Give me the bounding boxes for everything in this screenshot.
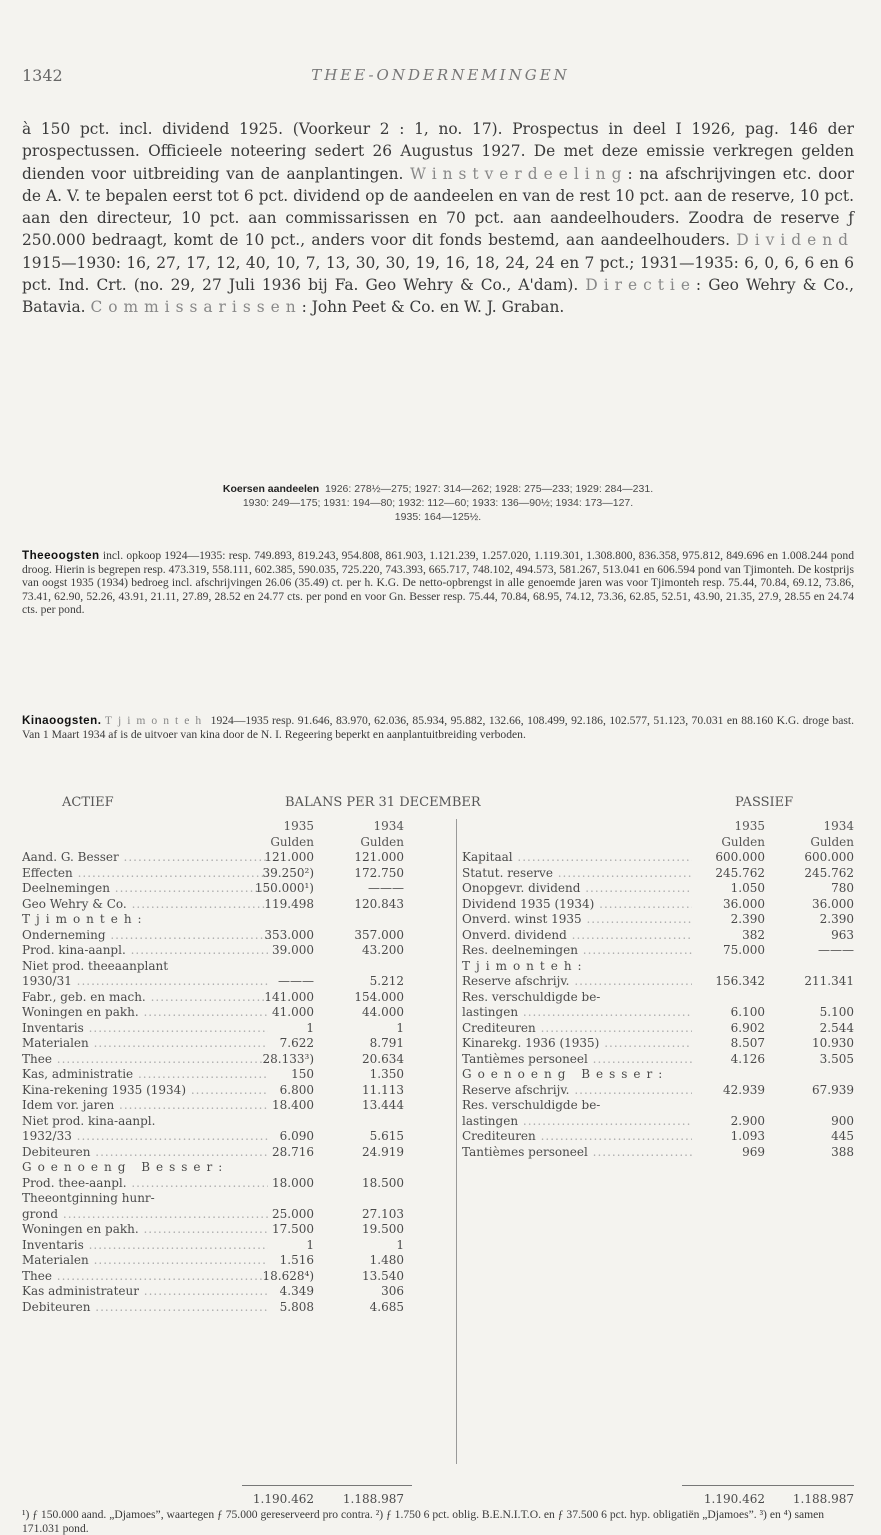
balance-titles — [22, 795, 854, 811]
value-1934: 2.390 — [819, 912, 854, 926]
actief-row — [22, 1098, 422, 1114]
row-label: Res. verschuldigde be- — [462, 1098, 601, 1112]
row-label: Kina-rekening 1935 (1934) ..... — [22, 1083, 268, 1099]
value-1934: 24.919 — [362, 1144, 404, 1159]
value-1934: 44.000 — [362, 1005, 404, 1019]
passief-row — [462, 912, 854, 928]
row-label: Res. verschuldigde be- — [462, 989, 601, 1004]
value-1934: 43.200 — [362, 943, 404, 957]
value-1935: 1.050 — [730, 881, 765, 895]
passief-title: PASSIEF — [735, 795, 794, 810]
value-1935: 121.000 — [264, 850, 314, 864]
kinaoogsten-estate: Tjimonteh — [104, 714, 208, 727]
actief-row — [22, 1300, 422, 1316]
value-1935: 150.000¹) — [254, 881, 314, 895]
actief-year-header — [22, 819, 422, 835]
value-1935: 6.800 — [279, 1082, 314, 1097]
passief-row — [462, 1098, 854, 1114]
actief-row — [22, 928, 422, 944]
value-1935: 41.000 — [272, 1005, 314, 1019]
passief-row — [462, 866, 854, 882]
value-1935: 1.516 — [279, 1253, 314, 1267]
value-1934: 780 — [831, 881, 854, 895]
value-1935: 4.349 — [279, 1284, 314, 1298]
value-1934: 245.762 — [804, 865, 854, 880]
value-1935: 245.762 — [715, 865, 765, 880]
passief-year-header — [462, 819, 854, 835]
value-1935: 8.507 — [730, 1036, 765, 1050]
row-label: Fabr., geb. en mach. ..... — [22, 990, 268, 1006]
value-1934: 211.341 — [804, 974, 854, 988]
kinaoogsten-label: Kinaoogsten. — [22, 714, 102, 727]
actief-row — [22, 866, 422, 882]
row-label: lastingen ..... — [462, 1005, 692, 1021]
value-1935: 353.000 — [264, 927, 314, 942]
passief-total-rule — [682, 1485, 854, 1486]
theeoogsten-text: incl. opkoop 1924—1935: resp. 749.893, 819.243, 954.808, 861.903, 1.121.239, 1.257.020, 1.119.301, 1.308.800, 836.358, 975.812, 849.696 en 1.008.244 pond droog. Hierin is begrepen resp. 473.319, 558.111, 602.385, 590.035, 725.220, 743.393, 665.717, 748.102, 494.573, 581.267, 513.041 en 606.594 pond van Tjimonteh. De kostprijs van oogst 1935 (1934) bedroeg incl. afschrijvingen 26.06 (35.49) ct. per h. K.G. De netto-opbrengst in alle genoemde jaren was voor Tjimonteh resp. 75.44, 70.84, 69.12, 73.86, 73.41, 62.90, 52.26, 43.91, 21.11, 27.89, 28.52 en 24.77 cts. per pond en voor Gn. Besser resp. 75.44, 70.84, 68.95, 74.12, 73.36, 62.85, 52.51, 43.90, 21.35, 27.9, 28.55 en 24.74 cts. per pond. — [22, 549, 854, 617]
value-1934: 13.540 — [362, 1268, 404, 1283]
value-1934: 172.750 — [354, 865, 404, 880]
actief-row — [22, 1176, 422, 1192]
actief-row — [22, 1222, 422, 1238]
passief-unit-header — [462, 835, 854, 851]
value-1934: 1 — [396, 1020, 404, 1035]
value-1934: 67.939 — [812, 1082, 854, 1097]
value-1935: 42.939 — [723, 1082, 765, 1097]
intro-spaced-term: Commissarissen — [90, 298, 302, 317]
value-1934: 11.113 — [362, 1082, 404, 1097]
passief-row — [462, 881, 854, 897]
actief-row — [22, 850, 422, 866]
row-label: Theeontginning hunr- — [22, 1191, 155, 1205]
intro-text: 1915—1930: 16, 27, 17, 12, 40, 10, 7, 13, 30, 30, 19, 16, 18, 24, 24 en 7 pct.; 1931—1935: 6, 0, 6, 6 en 6 pct. Ind. Crt. (no. 29, 27 Juli 1936 bij Fa. Geo Wehry & Co., A'dam). — [22, 253, 854, 295]
page-header — [22, 66, 859, 90]
row-label: Kas administrateur ..... — [22, 1284, 268, 1300]
actief-row — [22, 1052, 422, 1068]
year-label: 1935 — [283, 819, 314, 833]
koersen-line-3: 1935: 164—125½. — [394, 511, 482, 523]
value-1935: 1 — [306, 1237, 314, 1252]
value-1935: 28.716 — [272, 1144, 314, 1159]
value-1934: 600.000 — [804, 850, 854, 864]
row-label: Crediteuren ..... — [462, 1129, 692, 1145]
koersen-block — [22, 482, 854, 524]
row-label: Prod. thee-aanpl. ..... — [22, 1176, 268, 1192]
row-label: Crediteuren ..... — [462, 1021, 692, 1037]
row-label: Niet prod. kina-aanpl. — [22, 1113, 156, 1128]
row-label: Onverd. winst 1935 ..... — [462, 912, 692, 928]
value-1934: 3.505 — [819, 1051, 854, 1066]
value-1935: 28.133³) — [262, 1051, 314, 1066]
value-1935: 18.628⁴) — [262, 1268, 314, 1283]
intro-spaced-term: Directie — [585, 276, 696, 295]
value-1935: 119.498 — [264, 896, 314, 911]
value-1935: 5.808 — [279, 1299, 314, 1314]
actief-row — [22, 1114, 422, 1130]
row-label: Idem vor. jaren ..... — [22, 1098, 268, 1114]
value-1935: ——— — [278, 974, 314, 988]
row-label: 1932/33 ..... — [22, 1129, 268, 1145]
value-1934: 13.444 — [362, 1098, 404, 1112]
value-1934: 36.000 — [812, 896, 854, 911]
actief-title: ACTIEF — [62, 795, 114, 810]
value-1934: 357.000 — [354, 927, 404, 942]
row-label: Materialen ..... — [22, 1036, 268, 1052]
actief-row — [22, 1238, 422, 1254]
actief-row — [22, 897, 422, 913]
value-1935: 36.000 — [723, 896, 765, 911]
value-1934: 5.100 — [819, 1005, 854, 1019]
value-1935: 1.093 — [730, 1129, 765, 1143]
passief-row — [462, 1067, 854, 1083]
actief-row — [22, 1083, 422, 1099]
value-1934: 10.930 — [812, 1036, 854, 1050]
actief-row — [22, 1269, 422, 1285]
year-label: 1934 — [823, 819, 854, 833]
value-1934: 5.615 — [369, 1129, 404, 1143]
value-1935: 17.500 — [272, 1222, 314, 1236]
row-label: Onverd. dividend ..... — [462, 928, 692, 944]
actief-row — [22, 1160, 422, 1176]
value-1935: 2.390 — [730, 912, 765, 926]
row-label: Deelnemingen ..... — [22, 881, 268, 897]
row-label: Inventaris ..... — [22, 1021, 268, 1037]
passief-row — [462, 974, 854, 990]
row-label: Kapitaal ..... — [462, 850, 692, 866]
row-label: Kas, administratie ..... — [22, 1067, 268, 1083]
actief-row — [22, 1067, 422, 1083]
passief-row — [462, 1114, 854, 1130]
row-label: Statut. reserve ..... — [462, 866, 692, 882]
value-1935: 18.000 — [272, 1175, 314, 1190]
value-1934: ——— — [818, 943, 854, 957]
running-title: THEE-ONDERNEMINGEN — [311, 66, 570, 84]
balance-sheet — [22, 795, 854, 1506]
intro-spaced-term: Dividend — [736, 231, 854, 250]
row-label: Reserve afschrijv. ..... — [462, 1083, 692, 1099]
row-label: Kinarekg. 1936 (1935) ..... — [462, 1036, 692, 1052]
passief-row — [462, 990, 854, 1006]
row-label: Res. deelnemingen ..... — [462, 943, 692, 959]
actief-row — [22, 1145, 422, 1161]
value-1934: 2.544 — [819, 1020, 854, 1035]
intro-spaced-term: Winstverdeeling — [410, 164, 628, 183]
actief-row — [22, 1284, 422, 1300]
value-1935: 6.100 — [730, 1005, 765, 1019]
actief-row — [22, 1005, 422, 1021]
kinaoogsten-text: 1924—1935 resp. 91.646, 83.970, 62.036, 85.934, 95.882, 132.66, 108.499, 92.186, 102.577, 51.123, 70.031 en 88.160 K.G. droge bast. Van 1 Maart 1934 af is de uitvoer van kina door de N. I. Regeering beperkt en aanplantuitbreiding verboden. — [22, 714, 854, 741]
koersen-label: Koersen aandeelen — [222, 483, 320, 495]
passief-row — [462, 1052, 854, 1068]
value-1935: 18.400 — [272, 1098, 314, 1112]
row-label: Tjimonteh: — [22, 912, 148, 926]
value-1934: 1.350 — [369, 1067, 404, 1081]
value-1935: 2.900 — [730, 1113, 765, 1128]
row-label: Debiteuren ..... — [22, 1300, 268, 1316]
value-1935: 39.000 — [272, 943, 314, 957]
row-label: Geo Wehry & Co. ..... — [22, 897, 268, 913]
passief-total-1935: 1.190.462 — [703, 1492, 765, 1506]
row-label: Materialen ..... — [22, 1253, 268, 1269]
page-number: 1342 — [22, 66, 63, 85]
value-1934: 4.685 — [369, 1299, 404, 1314]
actief-row — [22, 1129, 422, 1145]
value-1934: 8.791 — [369, 1036, 404, 1050]
actief-row — [22, 1021, 422, 1037]
row-label: Dividend 1935 (1934) ..... — [462, 897, 692, 913]
year-label: 1934 — [373, 819, 404, 833]
row-label: Aand. G. Besser ..... — [22, 850, 268, 866]
actief-unit-header — [22, 835, 422, 851]
passief-row — [462, 943, 854, 959]
value-1935: 75.000 — [723, 943, 765, 957]
value-1934: 1 — [396, 1237, 404, 1252]
row-label: Goenoeng Besser: — [462, 1067, 669, 1081]
value-1935: 4.126 — [730, 1051, 765, 1066]
row-label: lastingen ..... — [462, 1114, 692, 1130]
passief-row — [462, 850, 854, 866]
intro-text: : na afschrijvingen etc. door de A. V. te bepalen eerst tot 6 pct. dividend op de aandeelen en van de rest 10 pct. aan de reserve, 10 pct. aan den directeur, 10 pct. aan commissarissen en 70 pct. aan aandeelhouders. Zoodra de reserve ƒ 250.000 bedraagt, komt de 10 pct., anders voor dit fonds bestemd, aan aandeelhouders. — [22, 164, 854, 250]
intro-text: à 150 pct. incl. dividend 1925. (Voorkeur 2 : 1, no. 17). Prospectus in deel I 1926, pag. 146 der prospectussen. Officieele noteering sedert 26 Augustus 1927. De met deze emissie verkregen gelden dienden voor uitbreiding van de aanplantingen. — [22, 120, 854, 183]
actief-row — [22, 943, 422, 959]
passief-row — [462, 1005, 854, 1021]
passief-total-1934: 1.188.987 — [792, 1492, 854, 1506]
footnote: ¹) ƒ 150.000 aand. „Djamoes”, waartegen ƒ 75.000 gereserveerd pro contra. ²) ƒ 1.750 6 pct. oblig. B.E.N.I.T.O. en ƒ 37.500 6 pct. hyp. obligatiën „Djamoes”. ³) en ⁴) samen 171.031 pond. — [22, 1508, 825, 1535]
value-1935: 1 — [306, 1020, 314, 1035]
actief-row — [22, 1253, 422, 1269]
row-label: 1930/31 ..... — [22, 974, 268, 990]
row-label: Thee ..... — [22, 1269, 268, 1285]
row-label: Reserve afschrijv. ..... — [462, 974, 692, 990]
row-label: Inventaris ..... — [22, 1238, 268, 1254]
passief-row — [462, 1145, 854, 1161]
koersen-line-2: 1930: 249—175; 1931: 194—80; 1932: 112—60; 1933: 136—90½; 1934: 173—127. — [242, 497, 634, 509]
unit-label: Gulden — [270, 834, 314, 849]
actief-column — [22, 819, 422, 1315]
value-1934: 445 — [831, 1129, 854, 1143]
row-label: Tantièmes personeel ..... — [462, 1052, 692, 1068]
actief-total-rule — [242, 1485, 412, 1486]
value-1935: 969 — [742, 1144, 765, 1159]
actief-total-1934: 1.188.987 — [342, 1492, 404, 1506]
value-1934: 121.000 — [354, 850, 404, 864]
passief-column — [462, 819, 854, 1160]
passief-row — [462, 897, 854, 913]
kinaoogsten-paragraph — [22, 714, 854, 741]
value-1935: 600.000 — [715, 850, 765, 864]
value-1934: 900 — [831, 1113, 854, 1128]
row-label: Tjimonteh: — [462, 958, 588, 973]
actief-row — [22, 1036, 422, 1052]
row-label: Effecten ..... — [22, 866, 268, 882]
value-1935: 7.622 — [279, 1036, 314, 1050]
value-1934: 18.500 — [362, 1175, 404, 1190]
row-label: Woningen en pakh. ..... — [22, 1222, 268, 1238]
theeoogsten-paragraph — [22, 549, 854, 617]
theeoogsten-label: Theeoogsten — [22, 549, 100, 562]
actief-total-1935: 1.190.462 — [252, 1492, 314, 1506]
passief-row — [462, 1036, 854, 1052]
row-label: Goenoeng Besser: — [22, 1160, 229, 1174]
value-1934: 1.480 — [369, 1253, 404, 1267]
value-1934: 20.634 — [362, 1051, 404, 1066]
value-1935: 141.000 — [264, 989, 314, 1004]
value-1935: 39.250²) — [262, 865, 314, 880]
koersen-line-1: 1926: 278½—275; 1927: 314—262; 1928: 275—233; 1929: 284—231. — [325, 483, 654, 495]
value-1934: 5.212 — [369, 974, 404, 988]
column-divider — [456, 819, 457, 1464]
value-1934: 306 — [381, 1284, 404, 1298]
row-label: Prod. kina-aanpl. ..... — [22, 943, 268, 959]
unit-label: Gulden — [360, 834, 404, 849]
intro-text: : Geo Wehry & Co., Batavia. — [22, 276, 854, 317]
row-label: Niet prod. theeaanplant — [22, 958, 169, 973]
intro-paragraph — [22, 118, 854, 319]
passief-row — [462, 1129, 854, 1145]
value-1935: 150 — [291, 1067, 314, 1081]
value-1935: 6.090 — [279, 1129, 314, 1143]
value-1934: 388 — [831, 1144, 854, 1159]
passief-row — [462, 959, 854, 975]
value-1934: 120.843 — [354, 896, 404, 911]
value-1935: 6.902 — [730, 1020, 765, 1035]
actief-row — [22, 1191, 422, 1207]
value-1934: 963 — [831, 927, 854, 942]
actief-row — [22, 912, 422, 928]
value-1934: ——— — [368, 881, 404, 895]
passief-row — [462, 1021, 854, 1037]
row-label: Thee ..... — [22, 1052, 268, 1068]
intro-text: : John Peet & Co. en W. J. Graban. — [301, 298, 565, 317]
value-1934: 154.000 — [354, 989, 404, 1004]
actief-row — [22, 881, 422, 897]
row-label: Debiteuren ..... — [22, 1145, 268, 1161]
row-label: grond ..... — [22, 1207, 268, 1223]
value-1935: 25.000 — [272, 1206, 314, 1221]
actief-row — [22, 990, 422, 1006]
passief-row — [462, 1083, 854, 1099]
row-label: Tantièmes personeel ..... — [462, 1145, 692, 1161]
row-label: Onopgevr. dividend ..... — [462, 881, 692, 897]
actief-row — [22, 959, 422, 975]
year-label: 1935 — [734, 819, 765, 833]
value-1934: 27.103 — [362, 1206, 404, 1221]
passief-row — [462, 928, 854, 944]
value-1934: 19.500 — [362, 1222, 404, 1236]
row-label: Onderneming ..... — [22, 928, 268, 944]
unit-label: Gulden — [810, 834, 854, 849]
value-1935: 156.342 — [715, 974, 765, 988]
unit-label: Gulden — [721, 834, 765, 849]
value-1935: 382 — [742, 927, 765, 942]
row-label: Woningen en pakh. ..... — [22, 1005, 268, 1021]
balance-title: BALANS PER 31 DECEMBER — [285, 795, 481, 810]
actief-row — [22, 1207, 422, 1223]
actief-row — [22, 974, 422, 990]
